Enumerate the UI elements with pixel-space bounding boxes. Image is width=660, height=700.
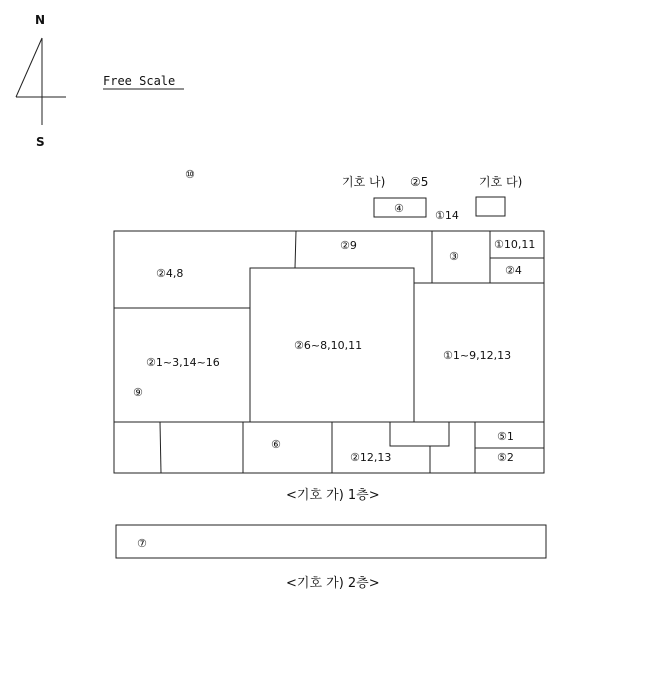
north-arrow-icon <box>16 38 66 125</box>
label-2-12-13: ②12,13 <box>350 451 392 464</box>
label-1-1-9-12-13: ①1~9,12,13 <box>443 349 512 362</box>
marker-3: ③ <box>449 250 459 263</box>
label-1-10-11: ①10,11 <box>494 238 536 251</box>
label-2-1-3-14-16: ②1~3,14~16 <box>146 356 220 369</box>
label-2-6-8-10-11: ②6~8,10,11 <box>294 339 363 352</box>
marker-10: ⑩ <box>185 168 195 181</box>
north-label: N <box>35 13 46 27</box>
label-5-1: ⑤1 <box>497 430 514 443</box>
floor2-outline <box>116 525 546 558</box>
building-da <box>476 197 505 216</box>
label-1-14: ①14 <box>435 209 459 222</box>
floor1-caption: <기호 가) 1층> <box>286 488 380 503</box>
label-2-9: ②9 <box>340 239 357 252</box>
marker-4: ④ <box>394 202 404 215</box>
floor2-caption: <기호 가) 2층> <box>286 576 380 591</box>
label-5-2: ⑤2 <box>497 451 514 464</box>
south-label: S <box>36 135 45 149</box>
building-da-label: 기호 다) <box>479 175 523 189</box>
scale-label: Free Scale <box>103 74 176 88</box>
label-2-4: ②4 <box>505 264 522 277</box>
building-na-number: ②5 <box>410 175 429 189</box>
label-2-4-8: ②4,8 <box>156 267 184 280</box>
marker-7: ⑦ <box>137 537 147 550</box>
building-na-label: 기호 나) <box>342 175 386 189</box>
small-room <box>390 422 449 446</box>
marker-6: ⑥ <box>271 438 281 451</box>
marker-9: ⑨ <box>133 386 143 399</box>
